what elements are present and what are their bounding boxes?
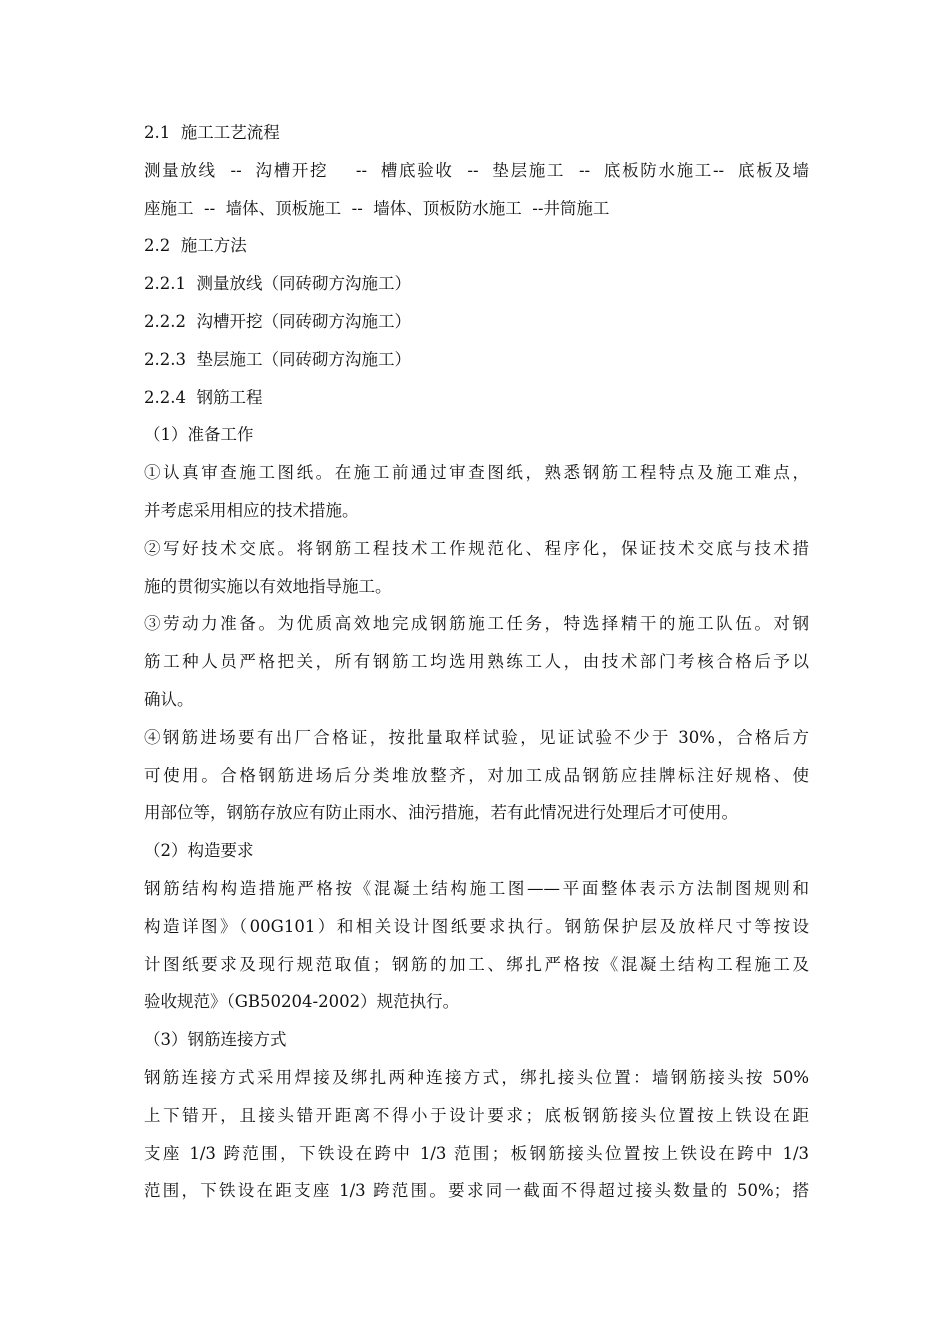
paragraph-line: 支座 1/3 跨范围，下铁设在跨中 1/3 范围；板钢筋接头位置按上铁设在跨中 1/3 bbox=[144, 1143, 809, 1163]
paragraph-line: 用部位等，钢筋存放应有防止雨水、油污措施，若有此情况进行处理后才可使用。 bbox=[144, 803, 738, 823]
paragraph-line: 钢筋连接方式采用焊接及绑扎两种连接方式，绑扎接头位置：墙钢筋接头按 50% bbox=[144, 1067, 809, 1087]
section-heading: 2.2.2 沟槽开挖（同砖砌方沟施工） bbox=[144, 311, 411, 331]
paragraph-line: ②写好技术交底。将钢筋工程技术工作规范化、程序化，保证技术交底与技术措 bbox=[144, 538, 809, 558]
paragraph-line: ①认真审查施工图纸。在施工前通过审查图纸，熟悉钢筋工程特点及施工难点， bbox=[144, 463, 809, 483]
section-heading: 2.2.4 钢筋工程 bbox=[144, 387, 263, 407]
section-heading: 2.1 施工工艺流程 bbox=[144, 123, 280, 142]
document-page bbox=[144, 114, 809, 1210]
paragraph-line: 座施工 -- 墙体、顶板施工 -- 墙体、顶板防水施工 --井筒施工 bbox=[144, 198, 610, 218]
section-heading: （1）准备工作 bbox=[144, 425, 254, 445]
paragraph-line: ④钢筋进场要有出厂合格证，按批量取样试验，见证试验不少于 30%，合格后方 bbox=[144, 727, 809, 747]
paragraph-line: ③劳动力准备。为优质高效地完成钢筋施工任务，特选择精干的施工队伍。对钢 bbox=[144, 614, 809, 634]
paragraph-line: 确认。 bbox=[144, 689, 194, 709]
section-heading: （3）钢筋连接方式 bbox=[144, 1030, 287, 1050]
paragraph-line: 上下错开，且接头错开距离不得小于设计要求；底板钢筋接头位置按上铁设在距 bbox=[144, 1105, 809, 1125]
paragraph-line: 钢筋结构构造措施严格按《混凝土结构施工图——平面整体表示方法制图规则和 bbox=[144, 878, 809, 898]
section-heading: 2.2 施工方法 bbox=[144, 236, 247, 256]
paragraph-line: 范围，下铁设在距支座 1/3 跨范围。要求同一截面不得超过接头数量的 50%；搭 bbox=[144, 1181, 809, 1201]
paragraph-line: 可使用。合格钢筋进场后分类堆放整齐，对加工成品钢筋应挂牌标注好规格、使 bbox=[144, 765, 809, 785]
section-heading: 2.2.3 垫层施工（同砖砌方沟施工） bbox=[144, 349, 411, 369]
section-heading: 2.2.1 测量放线（同砖砌方沟施工） bbox=[144, 274, 411, 294]
section-heading: （2）构造要求 bbox=[144, 841, 254, 861]
paragraph-line: 验收规范》（GB50204-2002）规范执行。 bbox=[144, 992, 460, 1012]
paragraph-line: 构造详图》（00G101）和相关设计图纸要求执行。钢筋保护层及放样尺寸等按设 bbox=[144, 916, 809, 936]
paragraph-line: 计图纸要求及现行规范取值；钢筋的加工、绑扎严格按《混凝土结构工程施工及 bbox=[144, 954, 809, 974]
paragraph-line: 测量放线 -- 沟槽开挖 -- 槽底验收 -- 垫层施工 -- 底板防水施工-- 底板及墙 bbox=[144, 160, 809, 180]
paragraph-line: 筋工种人员严格把关，所有钢筋工均选用熟练工人，由技术部门考核合格后予以 bbox=[144, 652, 809, 672]
paragraph-line: 施的贯彻实施以有效地指导施工。 bbox=[144, 576, 392, 596]
paragraph-line: 并考虑采用相应的技术措施。 bbox=[144, 500, 359, 520]
